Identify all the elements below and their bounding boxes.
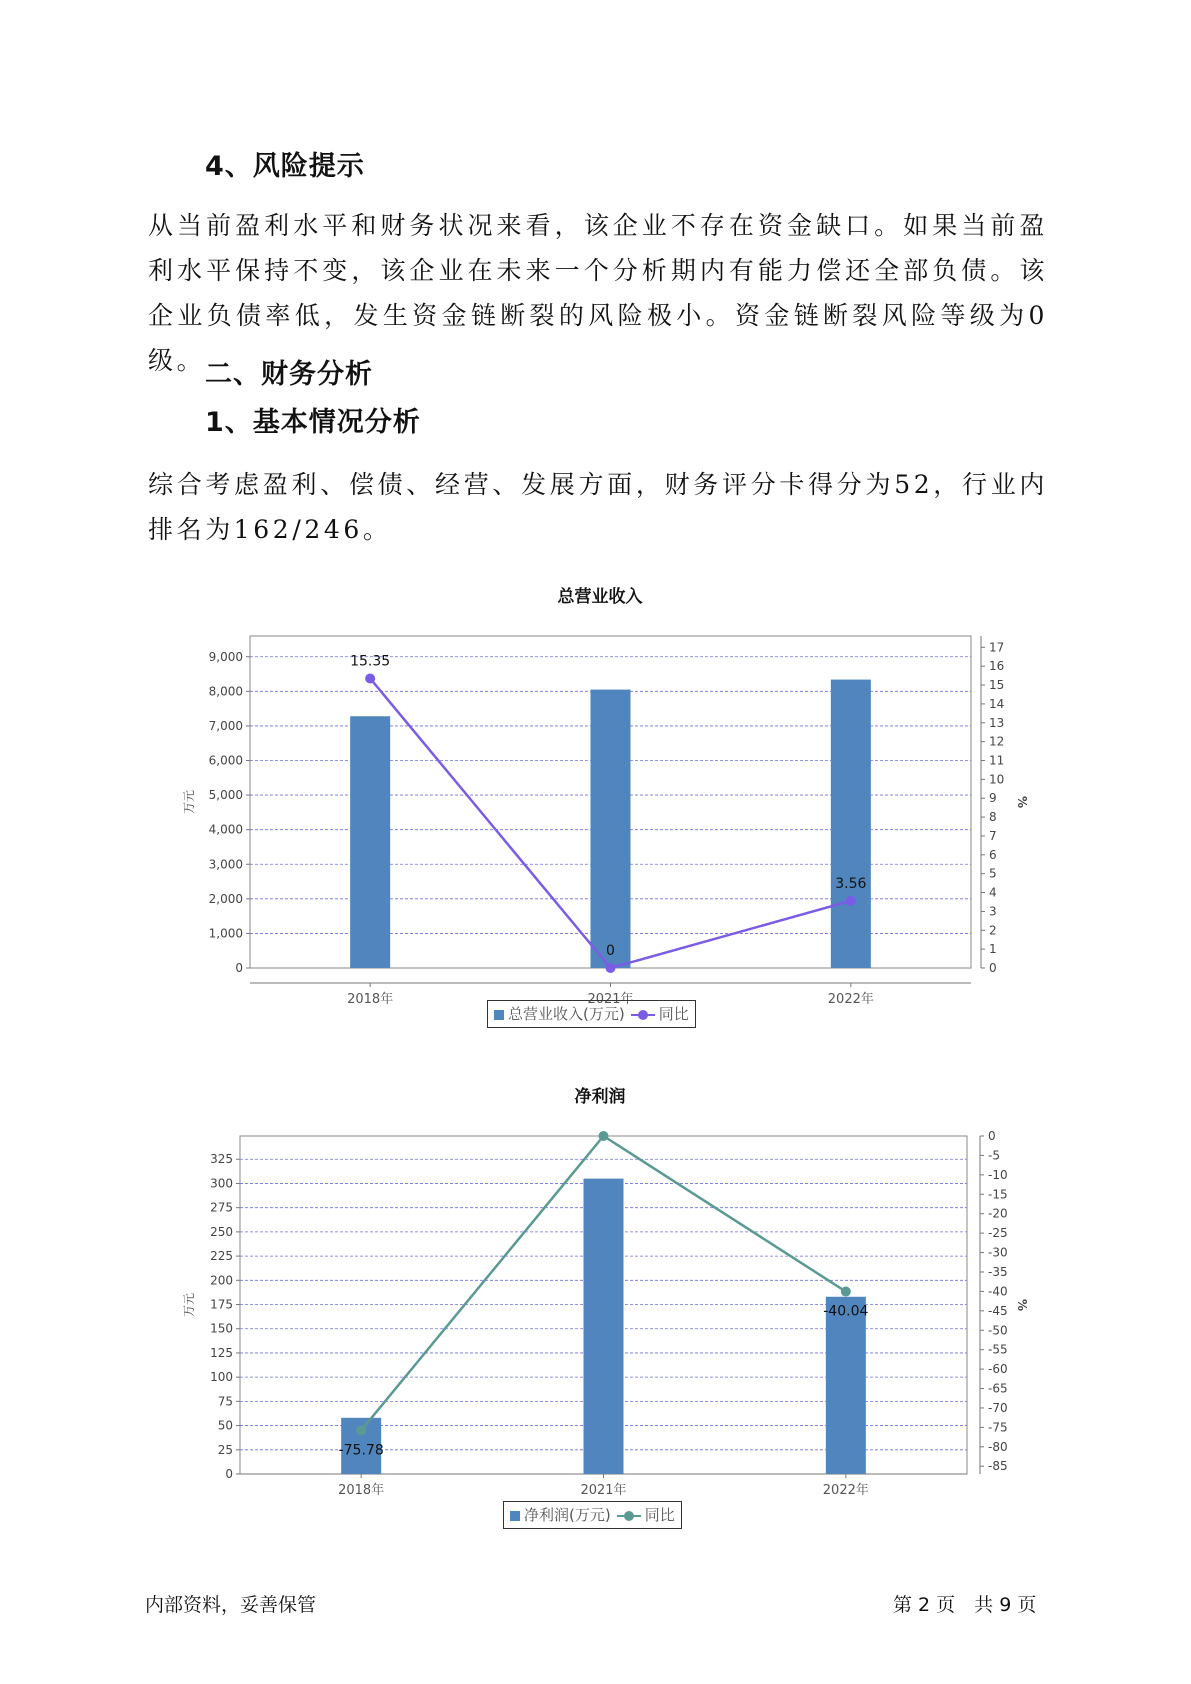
bar bbox=[591, 690, 631, 968]
bar bbox=[584, 1179, 624, 1474]
basic-heading: 1、基本情况分析 bbox=[205, 407, 421, 438]
yoy-point bbox=[841, 1287, 851, 1297]
y-axis-label: 万元 bbox=[182, 789, 196, 815]
y2-tick-label: 14 bbox=[989, 696, 1005, 711]
y2-tick-label: -65 bbox=[988, 1381, 1008, 1396]
y-tick-label: 300 bbox=[210, 1176, 233, 1191]
y2-tick-label: -60 bbox=[988, 1362, 1008, 1377]
y-tick-label: 100 bbox=[210, 1370, 233, 1385]
bar bbox=[350, 716, 390, 968]
y-tick-label: 0 bbox=[235, 961, 243, 975]
y2-tick-label: 3 bbox=[989, 904, 997, 919]
y-tick-label: 125 bbox=[210, 1345, 233, 1360]
y2-tick-label: 4 bbox=[989, 885, 997, 900]
footer-page-number: 第 2 页 共 9 页 bbox=[893, 1594, 1037, 1616]
legend-revenue-label: 总营业收入(万元) bbox=[508, 1005, 625, 1023]
yoy-data-label: 0 bbox=[606, 943, 615, 959]
y2-tick-label: 8 bbox=[989, 810, 997, 825]
y2-tick-label: -45 bbox=[988, 1303, 1008, 1318]
yoy-point bbox=[365, 673, 375, 683]
y-tick-label: 225 bbox=[210, 1249, 233, 1264]
legend-profit-label: 净利润(万元) bbox=[524, 1506, 611, 1524]
x-tick-label: 2022年 bbox=[822, 1483, 869, 1498]
yoy-data-label: -40.04 bbox=[823, 1303, 869, 1320]
y2-tick-label: 13 bbox=[989, 715, 1005, 730]
x-tick-label: 2021年 bbox=[587, 992, 634, 1007]
y2-tick-label: 6 bbox=[989, 847, 997, 862]
y2-tick-label: 9 bbox=[989, 791, 997, 806]
bar bbox=[831, 680, 871, 968]
y2-tick-label: -20 bbox=[988, 1206, 1008, 1221]
y2-tick-label: 10 bbox=[989, 772, 1005, 787]
yoy-data-label: -75.78 bbox=[338, 1442, 384, 1459]
y-tick-label: 250 bbox=[210, 1224, 233, 1239]
legend-line-swatch bbox=[631, 1014, 655, 1016]
chart1-legend bbox=[487, 1000, 696, 1028]
y-tick-label: 7,000 bbox=[208, 718, 243, 733]
y2-tick-label: 11 bbox=[989, 753, 1005, 768]
y-tick-label: 25 bbox=[217, 1442, 233, 1457]
y2-tick-label: -5 bbox=[988, 1148, 1000, 1163]
yoy-point bbox=[606, 963, 616, 973]
y-tick-label: 275 bbox=[210, 1200, 233, 1215]
y2-tick-label: -75 bbox=[988, 1420, 1008, 1435]
y2-tick-label: 16 bbox=[989, 659, 1005, 674]
y2-axis-label: % bbox=[1015, 1298, 1029, 1312]
y2-tick-label: -40 bbox=[988, 1284, 1008, 1299]
y2-tick-label: 1 bbox=[989, 942, 997, 957]
y2-tick-label: 2 bbox=[989, 923, 997, 938]
y2-tick-label: -55 bbox=[988, 1342, 1008, 1357]
y2-tick-label: 5 bbox=[989, 866, 997, 881]
y-tick-label: 8,000 bbox=[208, 684, 243, 699]
y-tick-label: 150 bbox=[210, 1321, 233, 1336]
y2-tick-label: -15 bbox=[988, 1187, 1008, 1202]
y2-tick-label: 17 bbox=[989, 640, 1005, 655]
y-tick-label: 325 bbox=[210, 1152, 233, 1167]
footer-left: 内部资料，妥善保管 bbox=[145, 1594, 317, 1616]
y2-tick-label: -50 bbox=[988, 1323, 1008, 1338]
y2-tick-label: 7 bbox=[989, 828, 997, 843]
y-tick-label: 4,000 bbox=[208, 822, 243, 837]
legend-yoy-label: 同比 bbox=[658, 1005, 689, 1023]
y2-tick-label: -30 bbox=[988, 1245, 1008, 1260]
yoy-data-label: 3.56 bbox=[835, 875, 867, 892]
y-tick-label: 175 bbox=[210, 1297, 233, 1312]
yoy-point bbox=[599, 1131, 609, 1141]
legend-bar-swatch bbox=[510, 1511, 520, 1521]
y2-tick-label: 0 bbox=[988, 1129, 996, 1143]
y2-tick-label: 0 bbox=[989, 961, 997, 975]
y2-tick-label: -80 bbox=[988, 1439, 1008, 1454]
y2-axis-label: % bbox=[1015, 795, 1029, 809]
y-tick-label: 6,000 bbox=[208, 753, 243, 768]
chart2-title: 净利润 bbox=[574, 1087, 626, 1107]
chart2-legend bbox=[503, 1501, 682, 1529]
legend-line-swatch bbox=[617, 1515, 641, 1517]
y-tick-label: 5,000 bbox=[208, 788, 243, 803]
yoy-point bbox=[846, 896, 856, 906]
y-tick-label: 3,000 bbox=[208, 857, 243, 872]
finance-heading: 二、财务分析 bbox=[205, 359, 373, 390]
bar bbox=[826, 1297, 866, 1474]
y-axis-label: 万元 bbox=[182, 1292, 196, 1318]
y-tick-label: 9,000 bbox=[208, 649, 243, 664]
y-tick-label: 0 bbox=[225, 1467, 233, 1481]
x-tick-label: 2022年 bbox=[827, 992, 874, 1007]
y2-tick-label: -10 bbox=[988, 1167, 1008, 1182]
legend-yoy-label: 同比 bbox=[644, 1506, 675, 1524]
y-tick-label: 200 bbox=[210, 1273, 233, 1288]
legend-bar-swatch bbox=[494, 1010, 504, 1020]
y-tick-label: 75 bbox=[217, 1394, 233, 1409]
y-tick-label: 50 bbox=[217, 1418, 233, 1433]
risk-paragraph: 从当前盈利水平和财务状况来看，该企业不存在资金缺口。如果当前盈利水平保持不变，该企业在未来一个分析期内有能力偿还全部负债。该企业负债率低，发生资金链断裂的风险极小。资金链断裂风险等级为0级。 bbox=[148, 211, 1048, 375]
y2-tick-label: -85 bbox=[988, 1459, 1008, 1474]
basic-paragraph: 综合考虑盈利、偿债、经营、发展方面，财务评分卡得分为52，行业内排名为162/246。 bbox=[148, 470, 1048, 544]
yoy-point bbox=[356, 1425, 366, 1435]
y2-tick-label: 15 bbox=[989, 678, 1005, 693]
y2-tick-label: -70 bbox=[988, 1400, 1008, 1415]
x-tick-label: 2018年 bbox=[338, 1483, 385, 1498]
chart1-title: 总营业收入 bbox=[557, 587, 643, 607]
y2-tick-label: 12 bbox=[989, 734, 1005, 749]
risk-heading: 4、风险提示 bbox=[205, 151, 365, 182]
y2-tick-label: -35 bbox=[988, 1264, 1008, 1279]
yoy-data-label: 15.35 bbox=[350, 653, 391, 670]
y-tick-label: 1,000 bbox=[208, 926, 243, 941]
y-tick-label: 2,000 bbox=[208, 891, 243, 906]
x-tick-label: 2018年 bbox=[347, 992, 394, 1007]
x-tick-label: 2021年 bbox=[580, 1483, 627, 1498]
y2-tick-label: -25 bbox=[988, 1226, 1008, 1241]
